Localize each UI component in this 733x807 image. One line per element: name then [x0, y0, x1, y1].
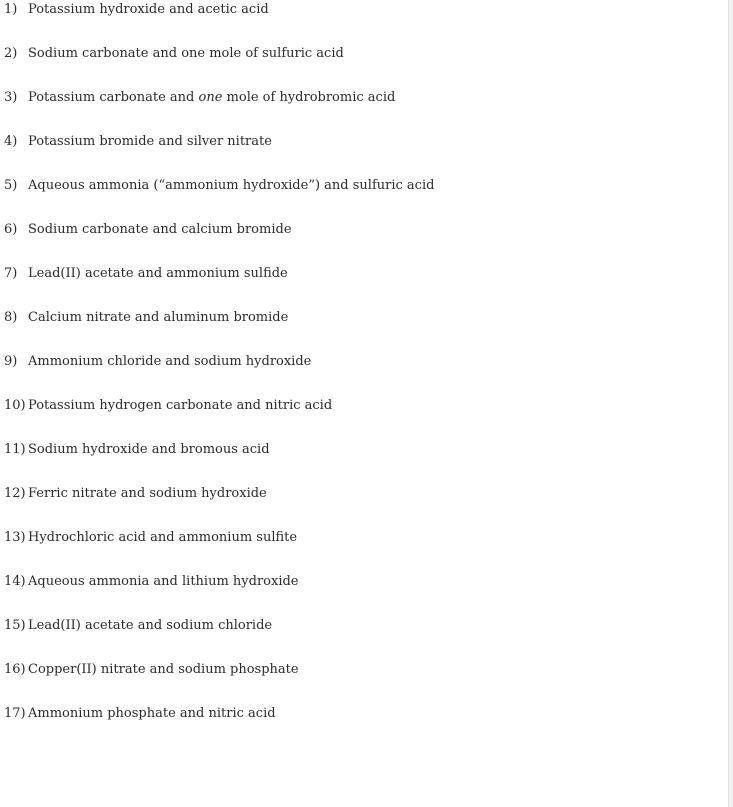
item-number: 14)	[4, 574, 26, 589]
item-text: Sodium carbonate and calcium bromide	[28, 222, 292, 237]
item-number: 4)	[4, 134, 18, 149]
item-number: 17)	[4, 706, 26, 721]
item-number: 8)	[4, 310, 18, 325]
item-number: 2)	[4, 46, 18, 61]
item-text: Aqueous ammonia (“ammonium hydroxide”) and sulfuric acid	[28, 178, 435, 193]
item-text: Aqueous ammonia and lithium hydroxide	[28, 574, 299, 589]
item-text: Potassium hydroxide and acetic acid	[28, 2, 269, 17]
item-number: 12)	[4, 486, 26, 501]
item-text: Sodium hydroxide and bromous acid	[28, 442, 270, 457]
item-number: 3)	[4, 90, 18, 105]
item-text: Ammonium chloride and sodium hydroxide	[28, 354, 312, 369]
item-text-before: Potassium carbonate and	[28, 90, 199, 105]
item-text: Potassium bromide and silver nitrate	[28, 134, 272, 149]
item-number: 6)	[4, 222, 18, 237]
item-text: Lead(II) acetate and sodium chloride	[28, 618, 273, 633]
item-text: Hydrochloric acid and ammonium sulfite	[28, 530, 298, 545]
item-text: Copper(II) nitrate and sodium phosphate	[28, 662, 299, 677]
item-number: 10)	[4, 398, 26, 413]
scroll-gutter	[728, 0, 733, 807]
item-text: Sodium carbonate and one mole of sulfuric acid	[28, 46, 344, 61]
item-number: 13)	[4, 530, 26, 545]
item-number: 16)	[4, 662, 26, 677]
item-number: 7)	[4, 266, 18, 281]
item-text: Ferric nitrate and sodium hydroxide	[28, 486, 267, 501]
item-text: Calcium nitrate and aluminum bromide	[28, 310, 289, 325]
item-text-after: mole of hydrobromic acid	[222, 90, 396, 105]
item-number: 5)	[4, 178, 18, 193]
item-number: 9)	[4, 354, 18, 369]
item-text-emphasis: one	[198, 90, 223, 105]
item-number: 11)	[4, 442, 26, 457]
item-text: Potassium hydrogen carbonate and nitric acid	[28, 398, 333, 413]
item-number: 1)	[4, 2, 18, 17]
item-text: Lead(II) acetate and ammonium sulfide	[28, 266, 288, 281]
item-text	[28, 88, 395, 108]
item-number: 15)	[4, 618, 26, 633]
item-text: Ammonium phosphate and nitric acid	[28, 706, 276, 721]
